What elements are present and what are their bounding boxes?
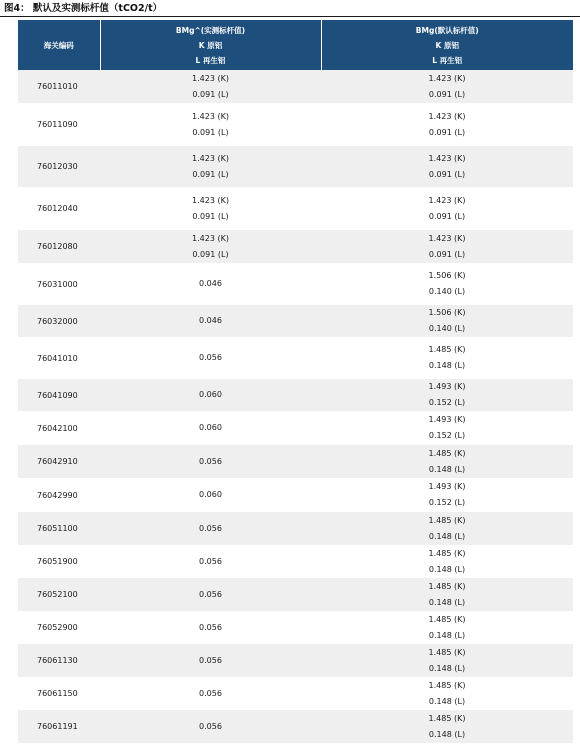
benchmark-table — [18, 20, 573, 743]
cell-code: 76012040 — [18, 187, 100, 230]
cell-default — [321, 70, 573, 103]
cell-default-value: 1.485 (K) — [428, 680, 466, 690]
cell-default-value: 0.148 (L) — [428, 663, 466, 673]
cell-actual-value: 0.046 — [199, 316, 222, 325]
cell-code: 76012080 — [18, 230, 100, 263]
cell-default-value: 1.423 (K) — [428, 195, 466, 205]
cell-actual-value: 1.423 (K) — [192, 233, 229, 243]
cell-actual-value: 0.091 (L) — [192, 127, 229, 137]
cell-default-value: 0.148 (L) — [428, 630, 466, 640]
table-row — [18, 512, 573, 545]
cell-code: 76051900 — [18, 545, 100, 578]
cell-actual-value: 0.056 — [199, 556, 222, 566]
cell-actual — [100, 337, 321, 379]
cell-actual — [100, 478, 321, 512]
cell-default — [321, 187, 573, 230]
cell-default — [321, 230, 573, 263]
table-row — [18, 677, 573, 710]
cell-default-value: 1.493 (K) — [428, 382, 466, 391]
cell-default-value: 1.423 (K) — [428, 233, 466, 243]
cell-actual — [100, 146, 321, 187]
cell-code: 76052100 — [18, 578, 100, 611]
table-row — [18, 611, 573, 644]
cell-actual-value: 0.046 — [199, 279, 222, 288]
cell-default-value: 0.091 (L) — [428, 169, 466, 179]
cell-default-value: 1.423 (K) — [428, 153, 466, 163]
cell-default-value: 0.152 (L) — [428, 398, 466, 407]
cell-actual-value: 0.091 (L) — [192, 211, 229, 221]
cell-default-value: 0.091 (L) — [428, 249, 466, 259]
cell-default — [321, 263, 573, 305]
cell-actual-value: 1.423 (K) — [192, 195, 229, 205]
cell-default — [321, 578, 573, 611]
table-row — [18, 379, 573, 411]
cell-actual — [100, 411, 321, 445]
cell-actual-value: 0.060 — [199, 390, 222, 399]
cell-code: 76011090 — [18, 103, 100, 146]
cell-default-value: 1.485 (K) — [428, 515, 466, 525]
cell-actual-value: 0.056 — [199, 523, 222, 533]
table-row — [18, 545, 573, 578]
table-row — [18, 411, 573, 445]
cell-default — [321, 644, 573, 677]
cell-code: 76042990 — [18, 478, 100, 512]
cell-actual-value: 1.423 (K) — [192, 153, 229, 163]
header-code — [18, 20, 100, 70]
cell-default-value: 0.148 (L) — [428, 531, 466, 541]
cell-default — [321, 411, 573, 445]
cell-code: 76031000 — [18, 263, 100, 305]
cell-actual-value: 0.056 — [199, 655, 222, 665]
cell-actual — [100, 379, 321, 411]
cell-default-value: 1.506 (K) — [428, 271, 466, 280]
header-default-line: K 原铝 — [435, 40, 459, 50]
table-header — [18, 20, 573, 70]
cell-default-value: 0.148 (L) — [428, 361, 466, 370]
cell-actual-value: 0.056 — [199, 589, 222, 599]
title-rule — [0, 16, 580, 17]
cell-default-value: 1.485 (K) — [428, 448, 466, 458]
cell-default-value: 0.148 (L) — [428, 729, 466, 739]
cell-default-value: 1.485 (K) — [428, 647, 466, 657]
cell-default-value: 1.493 (K) — [428, 415, 466, 424]
header-actual-line: K 原铝 — [198, 40, 223, 50]
cell-code: 76042100 — [18, 411, 100, 445]
cell-actual-value: 1.423 (K) — [192, 111, 229, 121]
table-row — [18, 146, 573, 187]
cell-default-value: 1.485 (K) — [428, 581, 466, 591]
cell-code: 76051100 — [18, 512, 100, 545]
cell-default — [321, 545, 573, 578]
cell-default-value: 1.423 (K) — [428, 111, 466, 121]
cell-code: 76061130 — [18, 644, 100, 677]
cell-actual-value: 0.060 — [199, 490, 222, 499]
table-row — [18, 263, 573, 305]
cell-actual-value: 0.056 — [199, 353, 222, 362]
cell-code: 76041010 — [18, 337, 100, 379]
header-row — [18, 20, 573, 70]
cell-default-value: 0.148 (L) — [428, 464, 466, 474]
cell-actual — [100, 710, 321, 743]
cell-actual-value: 0.056 — [199, 721, 222, 731]
header-default-line: BMg(默认标杆值) — [415, 25, 479, 35]
cell-default — [321, 103, 573, 146]
cell-default — [321, 146, 573, 187]
cell-default — [321, 478, 573, 512]
cell-default — [321, 611, 573, 644]
table-row — [18, 230, 573, 263]
cell-actual-value: 1.423 (K) — [192, 73, 229, 83]
cell-default-value: 0.152 (L) — [428, 431, 466, 440]
cell-actual — [100, 545, 321, 578]
table-row — [18, 337, 573, 379]
cell-actual — [100, 305, 321, 337]
cell-default — [321, 710, 573, 743]
cell-default-value: 0.148 (L) — [428, 597, 466, 607]
table-row — [18, 578, 573, 611]
cell-actual-value: 0.091 (L) — [192, 89, 229, 99]
cell-actual-value: 0.091 (L) — [192, 169, 229, 179]
header-default-line: L 再生铝 — [432, 55, 463, 65]
cell-default-value: 0.152 (L) — [428, 498, 466, 507]
table-row — [18, 710, 573, 743]
cell-default — [321, 677, 573, 710]
figure-title: 图4： 默认及实测标杆值（tCO2/t） — [4, 3, 163, 14]
table-row — [18, 70, 573, 103]
table-body — [18, 70, 573, 743]
cell-actual — [100, 677, 321, 710]
cell-code: 76032000 — [18, 305, 100, 337]
cell-default — [321, 445, 573, 478]
cell-default-value: 0.140 (L) — [428, 324, 466, 333]
cell-actual-value: 0.091 (L) — [192, 249, 229, 259]
cell-code: 76061191 — [18, 710, 100, 743]
cell-actual — [100, 512, 321, 545]
cell-actual — [100, 230, 321, 263]
cell-actual-value: 0.056 — [199, 688, 222, 698]
cell-default-value: 1.485 (K) — [428, 548, 466, 558]
table-row — [18, 305, 573, 337]
cell-default-value: 0.148 (L) — [428, 696, 466, 706]
cell-code: 76011010 — [18, 70, 100, 103]
cell-default-value: 1.485 (K) — [428, 713, 466, 723]
cell-code: 76041090 — [18, 379, 100, 411]
cell-code: 76012030 — [18, 146, 100, 187]
table-row — [18, 445, 573, 478]
cell-default — [321, 337, 573, 379]
header-code-label: 海关编码 — [43, 40, 74, 50]
cell-code: 76042910 — [18, 445, 100, 478]
table-row — [18, 103, 573, 146]
header-actual-line: L 再生铝 — [195, 55, 226, 65]
cell-actual — [100, 187, 321, 230]
cell-actual — [100, 70, 321, 103]
cell-default — [321, 379, 573, 411]
cell-default-value: 0.148 (L) — [428, 564, 466, 574]
cell-default-value: 0.091 (L) — [428, 211, 466, 221]
cell-actual — [100, 644, 321, 677]
cell-actual-value: 0.056 — [199, 622, 222, 632]
header-actual-line: BMg^(实测标杆值) — [175, 25, 246, 35]
cell-actual — [100, 611, 321, 644]
cell-actual — [100, 103, 321, 146]
cell-actual-value: 0.056 — [199, 456, 222, 466]
cell-default-value: 0.091 (L) — [428, 89, 466, 99]
table-row — [18, 644, 573, 677]
cell-default — [321, 512, 573, 545]
cell-default-value: 1.485 (K) — [428, 614, 466, 624]
cell-default-value: 1.485 (K) — [428, 345, 466, 354]
cell-default-value: 0.091 (L) — [428, 127, 466, 137]
header-actual — [100, 20, 321, 70]
cell-default-value: 1.506 (K) — [428, 308, 466, 317]
cell-actual — [100, 578, 321, 611]
cell-default-value: 0.140 (L) — [428, 287, 466, 296]
cell-default-value: 1.423 (K) — [428, 73, 466, 83]
cell-actual — [100, 445, 321, 478]
cell-default-value: 1.493 (K) — [428, 482, 466, 491]
cell-code: 76061150 — [18, 677, 100, 710]
header-default — [321, 20, 573, 70]
cell-actual — [100, 263, 321, 305]
table-row — [18, 478, 573, 512]
cell-default — [321, 305, 573, 337]
cell-actual-value: 0.060 — [199, 423, 222, 432]
cell-code: 76052900 — [18, 611, 100, 644]
table-row — [18, 187, 573, 230]
